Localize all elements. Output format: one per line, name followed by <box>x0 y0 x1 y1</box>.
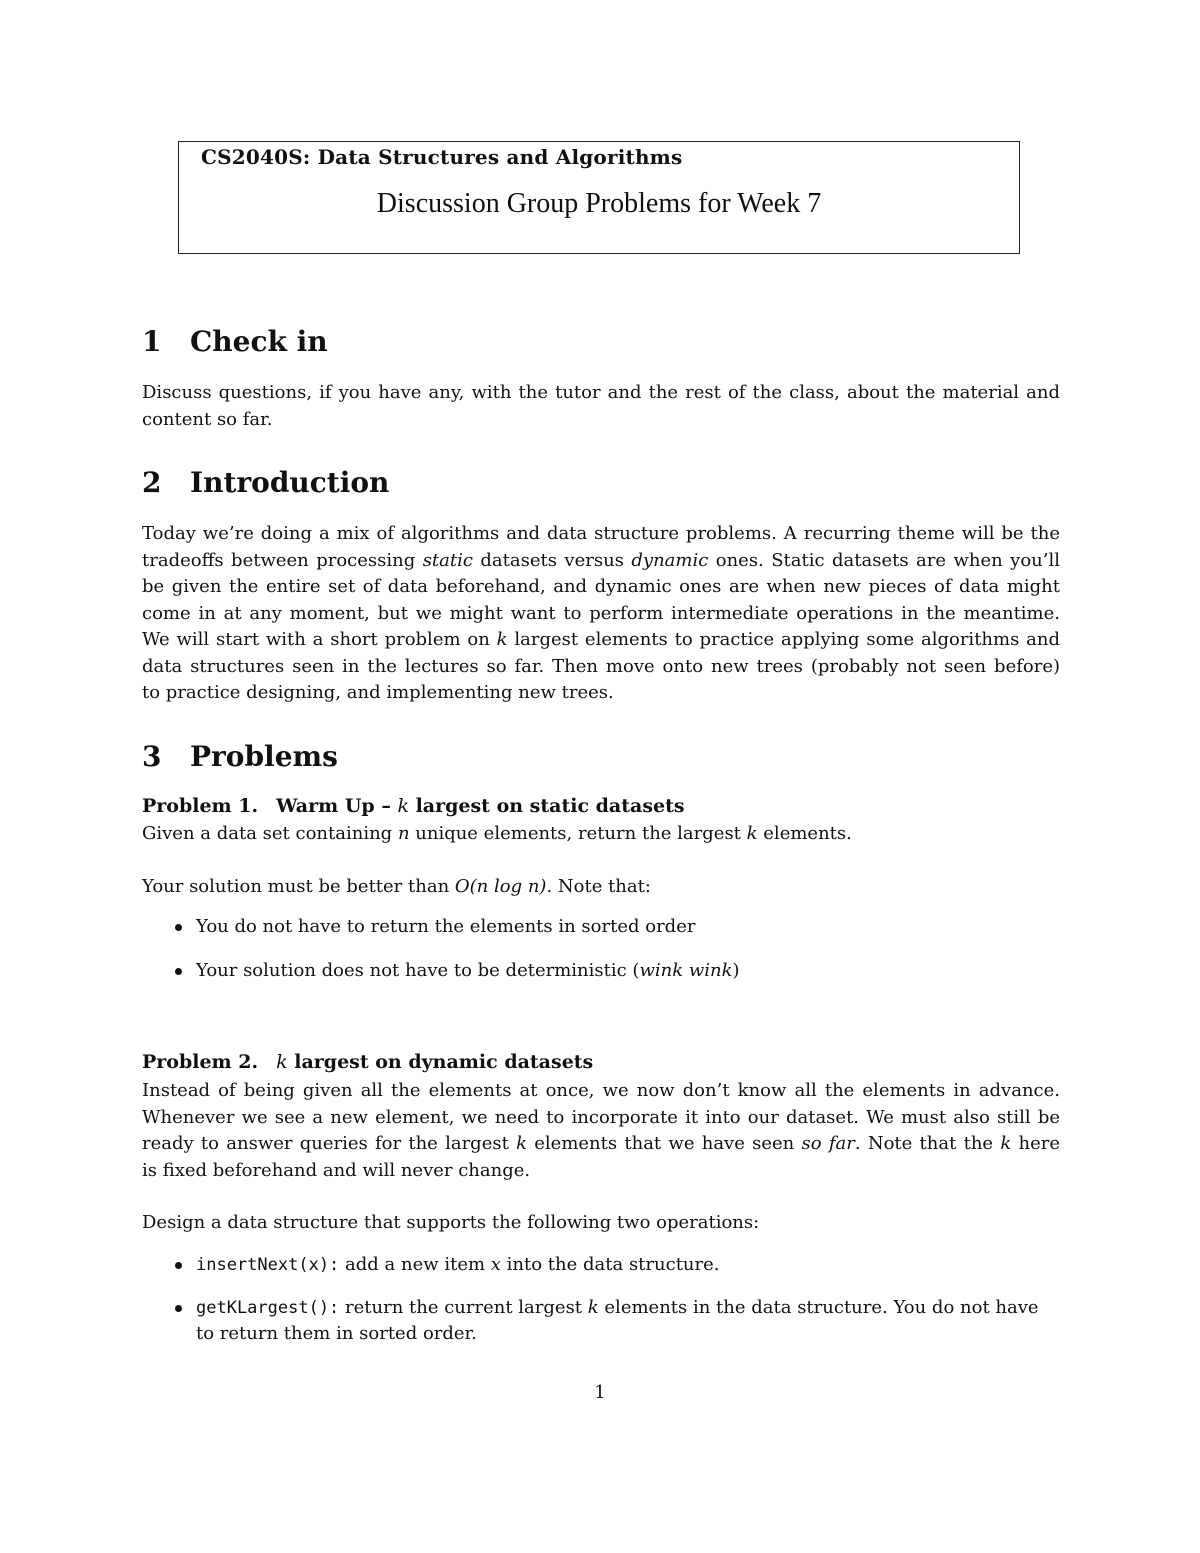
text-line: data structures seen in the lectures so far. Then move onto new trees (probably not seen before) <box>142 655 1060 677</box>
bullet-icon <box>175 924 182 931</box>
section-number: 3 <box>142 740 162 773</box>
math-complexity: O(n log n) <box>454 876 547 897</box>
problem-1-requirement <box>142 874 1060 901</box>
problem-2-description <box>142 1078 1060 1184</box>
bullet-icon <box>175 1305 182 1312</box>
text-line: is fixed beforehand and will never change. <box>142 1159 531 1181</box>
problem-1-description <box>142 821 1060 848</box>
page-number: 1 <box>594 1382 606 1403</box>
problem-1-title <box>142 795 685 817</box>
text-line: to practice designing, and implementing new trees. <box>142 682 614 703</box>
text-line: Given a data set containing n unique elements, return the largest k elements. <box>142 823 852 844</box>
problem-2-title <box>142 1051 593 1073</box>
check-in-paragraph <box>142 380 1060 433</box>
text-line: Whenever we see a new element, we need to incorporate it into our dataset. We must also still be <box>142 1106 1060 1128</box>
problem-label: Problem 1. <box>142 795 259 817</box>
list-item: insertNext(x): add a new item x into the data structure. <box>142 1252 1060 1279</box>
header-box <box>178 141 1020 254</box>
problem-name: k largest on dynamic datasets <box>276 1051 594 1073</box>
problem-2-design <box>142 1210 1060 1237</box>
course-title: CS2040S: Data Structures and Algorithms <box>201 145 683 169</box>
text-line: be given the entire set of data beforehand, and dynamic ones are when new pieces of data might <box>142 576 1060 597</box>
problem-name: Warm Up – k largest on static datasets <box>276 795 685 817</box>
text-line: come in at any moment, but we might want to perform intermediate operations in the meantime. <box>142 602 1060 624</box>
section-heading-introduction <box>142 466 389 499</box>
text-line: ready to answer queries for the largest k elements that we have seen so far. Note that the k here <box>142 1133 1061 1154</box>
section-title: Problems <box>190 740 338 773</box>
text-line: Discuss questions, if you have any, with the tutor and the rest of the class, about the material and <box>142 382 1060 403</box>
code-insert-next: insertNext(x): <box>196 1255 340 1275</box>
problem-1-notes <box>142 914 1060 984</box>
section-number: 1 <box>142 325 162 358</box>
text-line: Instead of being given all the elements at once, we now don’t know all the elements in advance. <box>142 1080 1060 1101</box>
list-item: Your solution does not have to be deterministic (wink wink) <box>142 958 1060 985</box>
introduction-paragraph <box>142 521 1060 707</box>
text-line: Your solution must be better than O(n log n). Note that: <box>142 876 651 897</box>
section-heading-problems <box>142 740 338 773</box>
bullet-icon <box>175 968 182 975</box>
text-line: We will start with a short problem on k largest elements to practice applying some algorithms and <box>142 629 1060 650</box>
section-title: Introduction <box>190 466 390 499</box>
text-line: tradeoffs between processing static datasets versus dynamic ones. Static datasets are when you’ll <box>142 549 1060 571</box>
text-line: Design a data structure that supports the following two operations: <box>142 1212 760 1233</box>
text-line: Today we’re doing a mix of algorithms and data structure problems. A recurring theme will be the <box>142 523 1060 544</box>
list-item: getKLargest(): return the current largest k elements in the data structure. You do not have to return them in sorted order. <box>142 1295 1060 1348</box>
section-heading-check-in <box>142 325 328 358</box>
problem-label: Problem 2. <box>142 1051 259 1073</box>
text-line: content so far. <box>142 408 273 430</box>
bullet-icon <box>175 1262 182 1269</box>
list-item: You do not have to return the elements in sorted order <box>142 914 1060 941</box>
section-number: 2 <box>142 466 162 499</box>
sheet-title: Discussion Group Problems for Week 7 <box>376 188 822 219</box>
section-title: Check in <box>190 325 328 358</box>
code-get-k-largest: getKLargest(): <box>196 1297 340 1318</box>
problem-2-operations <box>142 1252 1060 1348</box>
